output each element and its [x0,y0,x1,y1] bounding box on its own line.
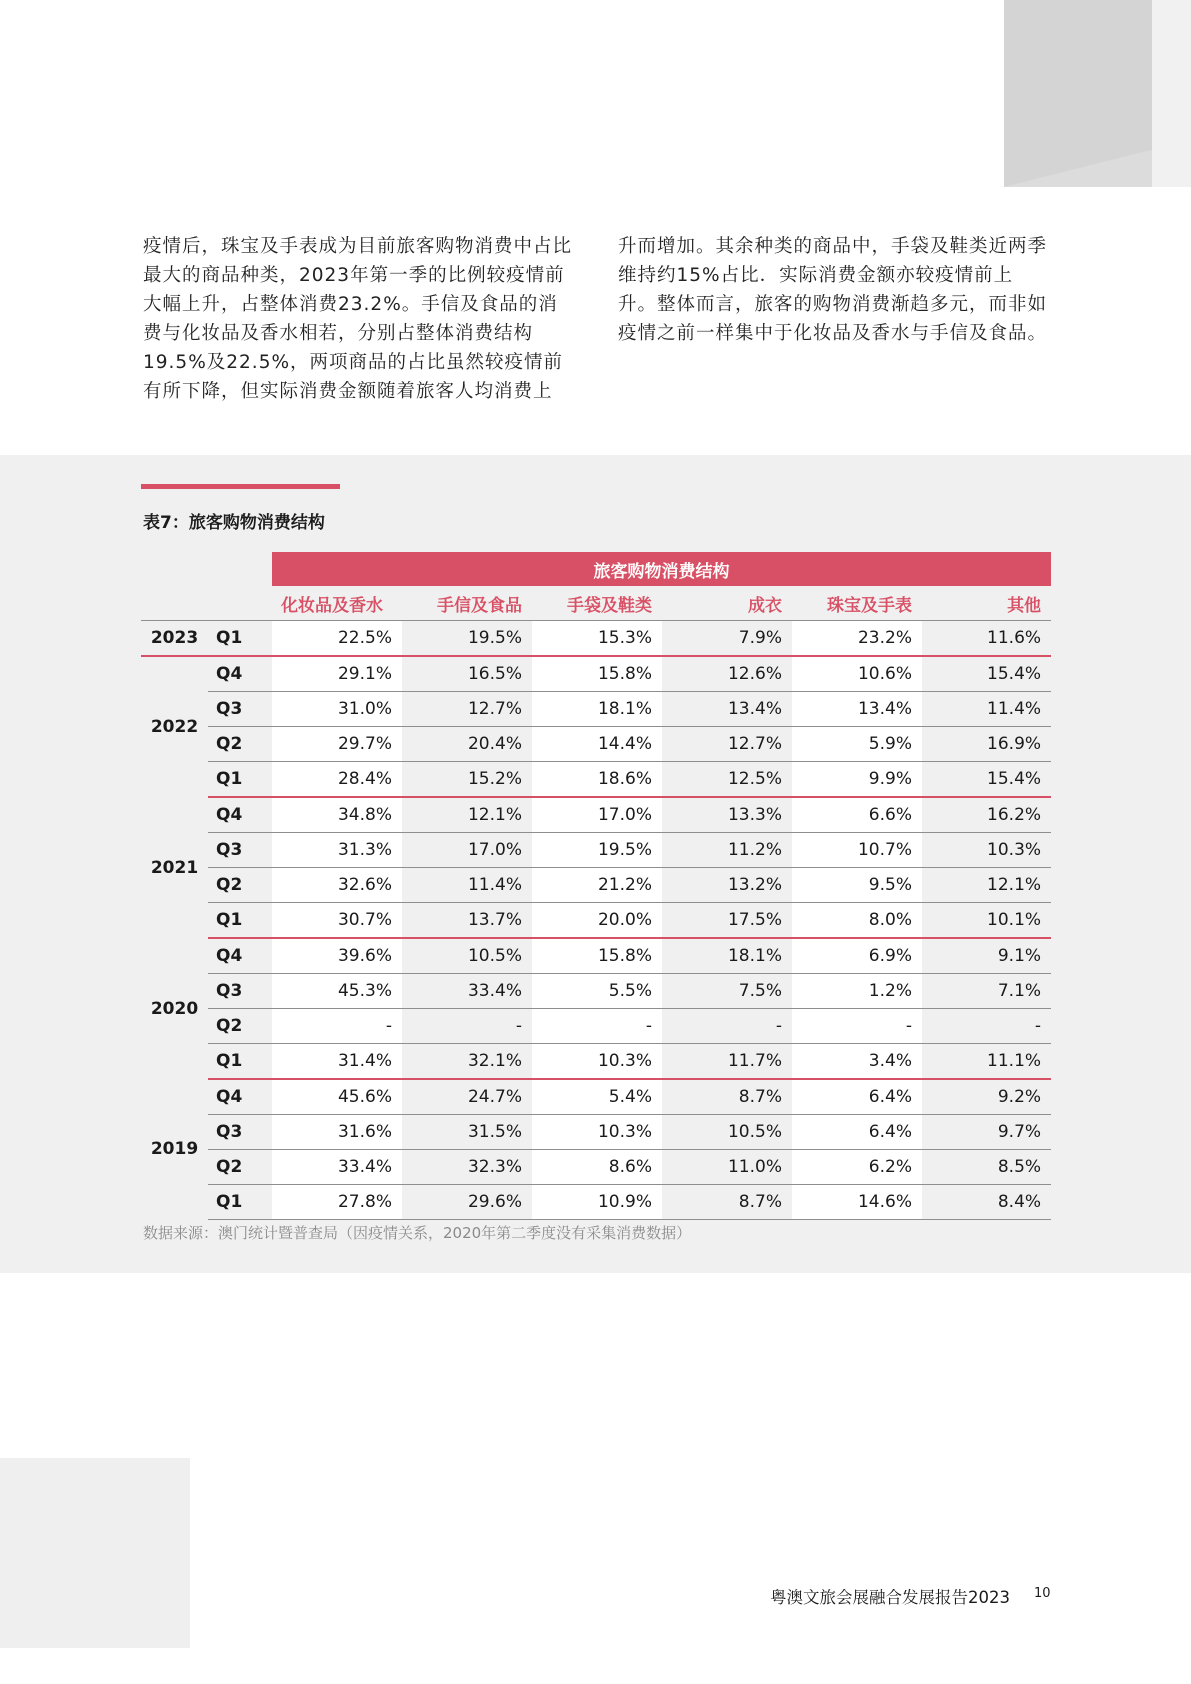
value-cell: 22.5% [272,621,402,657]
value-cell: 23.2% [792,621,922,657]
value-cell: 18.1% [532,692,662,727]
table-row [141,833,1051,868]
column-header: 化妆品及香水 [272,586,402,621]
quarter-cell: Q1 [208,1044,272,1080]
quarter-cell: Q4 [208,656,272,692]
value-cell: 27.8% [272,1185,402,1220]
value-cell: 18.1% [662,938,792,974]
value-cell: 15.8% [532,656,662,692]
table-title: 表7：旅客购物消费结构 [143,513,325,533]
value-cell: 14.4% [532,727,662,762]
value-cell: 7.5% [662,974,792,1009]
value-cell: 16.2% [922,797,1051,833]
value-cell: 15.2% [402,762,532,798]
value-cell: 9.2% [922,1079,1051,1115]
value-cell: 12.7% [662,727,792,762]
value-cell: 8.0% [792,903,922,939]
table-body [141,621,1051,1220]
value-cell: 29.1% [272,656,402,692]
year-cell: 2021 [150,857,199,878]
value-cell: - [402,1009,532,1044]
column-header: 珠宝及手表 [792,586,922,621]
table-row [141,1185,1051,1220]
year-cell: 2019 [150,1139,199,1160]
table-row [141,797,1051,833]
corner-decoration-top-strip [1152,0,1191,187]
column-header: 手袋及鞋类 [532,586,662,621]
quarter-cell: Q1 [208,621,272,657]
quarter-cell: Q3 [208,974,272,1009]
value-cell: 8.5% [922,1150,1051,1185]
value-cell: 9.9% [792,762,922,798]
value-cell: 5.9% [792,727,922,762]
quarter-cell: Q2 [208,1150,272,1185]
year-cell: 2023 [141,621,208,657]
value-cell: 12.7% [402,692,532,727]
group-header: 旅客购物消费结构 [272,552,1051,586]
value-cell: 10.9% [532,1185,662,1220]
value-cell: 16.9% [922,727,1051,762]
column-header: 手信及食品 [402,586,532,621]
value-cell: 19.5% [402,621,532,657]
table-row [141,868,1051,903]
value-cell: 8.6% [532,1150,662,1185]
value-cell: 20.0% [532,903,662,939]
table-row [141,938,1051,974]
quarter-cell: Q3 [208,692,272,727]
value-cell: - [272,1009,402,1044]
quarter-cell: Q3 [208,833,272,868]
value-cell: 11.2% [662,833,792,868]
value-cell: 32.6% [272,868,402,903]
table-row [141,974,1051,1009]
value-cell: 10.6% [792,656,922,692]
value-cell: 9.5% [792,868,922,903]
value-cell: 10.5% [402,938,532,974]
value-cell: 29.6% [402,1185,532,1220]
value-cell: 33.4% [402,974,532,1009]
value-cell: 16.5% [402,656,532,692]
value-cell: 12.1% [402,797,532,833]
header-year-blank [141,586,208,621]
value-cell: 13.2% [662,868,792,903]
quarter-cell: Q1 [208,1185,272,1220]
intro-text [143,232,1048,406]
accent-bar [141,484,340,489]
value-cell: 10.3% [922,833,1051,868]
table-row [141,1044,1051,1080]
value-cell: 3.4% [792,1044,922,1080]
corner-decoration-bottom [0,1458,190,1648]
value-cell: 17.0% [532,797,662,833]
value-cell: 10.1% [922,903,1051,939]
value-cell: 6.9% [792,938,922,974]
value-cell: 39.6% [272,938,402,974]
quarter-cell: Q4 [208,797,272,833]
value-cell: 11.4% [402,868,532,903]
value-cell: 8.7% [662,1185,792,1220]
value-cell: - [532,1009,662,1044]
value-cell: 6.6% [792,797,922,833]
value-cell: 17.5% [662,903,792,939]
value-cell: 7.9% [662,621,792,657]
value-cell: 12.5% [662,762,792,798]
value-cell: - [922,1009,1051,1044]
value-cell: 24.7% [402,1079,532,1115]
intro-column-left: 疫情后，珠宝及手表成为目前旅客购物消费中占比最大的商品种类，2023年第一季的比例较疫情前大幅上升，占整体消费23.2%。手信及食品的消费与化妆品及香水相若，分别占整体消费结构19.5%及22.5%，两项商品的占比虽然较疫情前有所下降，但实际消费金额随着旅客人均消费上 [143,236,573,402]
value-cell: 11.4% [922,692,1051,727]
table-row [141,1009,1051,1044]
table-row [141,762,1051,798]
column-header: 成衣 [662,586,792,621]
table-row [141,656,1051,692]
quarter-cell: Q2 [208,868,272,903]
table-row [141,1079,1051,1115]
value-cell: 8.7% [662,1079,792,1115]
value-cell: 13.4% [792,692,922,727]
value-cell: 13.7% [402,903,532,939]
value-cell: 45.3% [272,974,402,1009]
value-cell: 15.3% [532,621,662,657]
value-cell: 1.2% [792,974,922,1009]
intro-column-right: 升而增加。其余种类的商品中，手袋及鞋类近两季维持约15%占比．实际消费金额亦较疫情前上升。整体而言，旅客的购物消费渐趋多元，而非如疫情之前一样集中于化妆品及香水与手信及食品。 [618,236,1048,344]
header-blank [141,552,208,586]
value-cell: 13.3% [662,797,792,833]
table-row [141,1150,1051,1185]
quarter-cell: Q1 [208,903,272,939]
table-row [141,692,1051,727]
value-cell: 31.0% [272,692,402,727]
value-cell: 31.4% [272,1044,402,1080]
value-cell: 6.4% [792,1115,922,1150]
shopping-structure-table [141,552,1051,1220]
value-cell: 15.4% [922,762,1051,798]
table-row [141,727,1051,762]
value-cell: - [792,1009,922,1044]
quarter-cell: Q4 [208,938,272,974]
value-cell: 10.3% [532,1044,662,1080]
table-row [141,621,1051,657]
value-cell: 33.4% [272,1150,402,1185]
year-cell: 2020 [150,998,199,1019]
value-cell: 15.8% [532,938,662,974]
value-cell: 28.4% [272,762,402,798]
value-cell: 13.4% [662,692,792,727]
value-cell: 20.4% [402,727,532,762]
quarter-cell: Q1 [208,762,272,798]
value-cell: 6.4% [792,1079,922,1115]
quarter-cell: Q2 [208,727,272,762]
value-cell: 12.6% [662,656,792,692]
value-cell: 30.7% [272,903,402,939]
value-cell: 32.3% [402,1150,532,1185]
quarter-cell: Q2 [208,1009,272,1044]
page-number: 10 [1034,1586,1051,1601]
value-cell: 45.6% [272,1079,402,1115]
value-cell: 8.4% [922,1185,1051,1220]
value-cell: 9.7% [922,1115,1051,1150]
quarter-cell: Q4 [208,1079,272,1115]
value-cell: 31.5% [402,1115,532,1150]
header-blank [208,552,272,586]
value-cell: 5.4% [532,1079,662,1115]
year-cell: 2022 [150,717,199,737]
value-cell: 12.1% [922,868,1051,903]
value-cell: 32.1% [402,1044,532,1080]
value-cell: 6.2% [792,1150,922,1185]
value-cell: 10.7% [792,833,922,868]
value-cell: 17.0% [402,833,532,868]
footer-report-title: 粤澳文旅会展融合发展报告2023 [770,1588,1010,1607]
value-cell: 31.3% [272,833,402,868]
value-cell: 11.6% [922,621,1051,657]
value-cell: 11.1% [922,1044,1051,1080]
value-cell: 9.1% [922,938,1051,974]
header-quarter-blank [208,586,272,621]
value-cell: 5.5% [532,974,662,1009]
value-cell: 14.6% [792,1185,922,1220]
table-row [141,903,1051,939]
value-cell: 15.4% [922,656,1051,692]
column-header: 其他 [922,586,1051,621]
value-cell: 10.3% [532,1115,662,1150]
value-cell: 31.6% [272,1115,402,1150]
value-cell: - [662,1009,792,1044]
value-cell: 29.7% [272,727,402,762]
value-cell: 7.1% [922,974,1051,1009]
table-row [141,1115,1051,1150]
value-cell: 21.2% [532,868,662,903]
data-source-note: 数据来源：澳门统计暨普查局（因疫情关系，2020年第二季度没有采集消费数据） [143,1224,692,1242]
value-cell: 18.6% [532,762,662,798]
value-cell: 34.8% [272,797,402,833]
quarter-cell: Q3 [208,1115,272,1150]
value-cell: 11.7% [662,1044,792,1080]
value-cell: 11.0% [662,1150,792,1185]
value-cell: 10.5% [662,1115,792,1150]
value-cell: 19.5% [532,833,662,868]
